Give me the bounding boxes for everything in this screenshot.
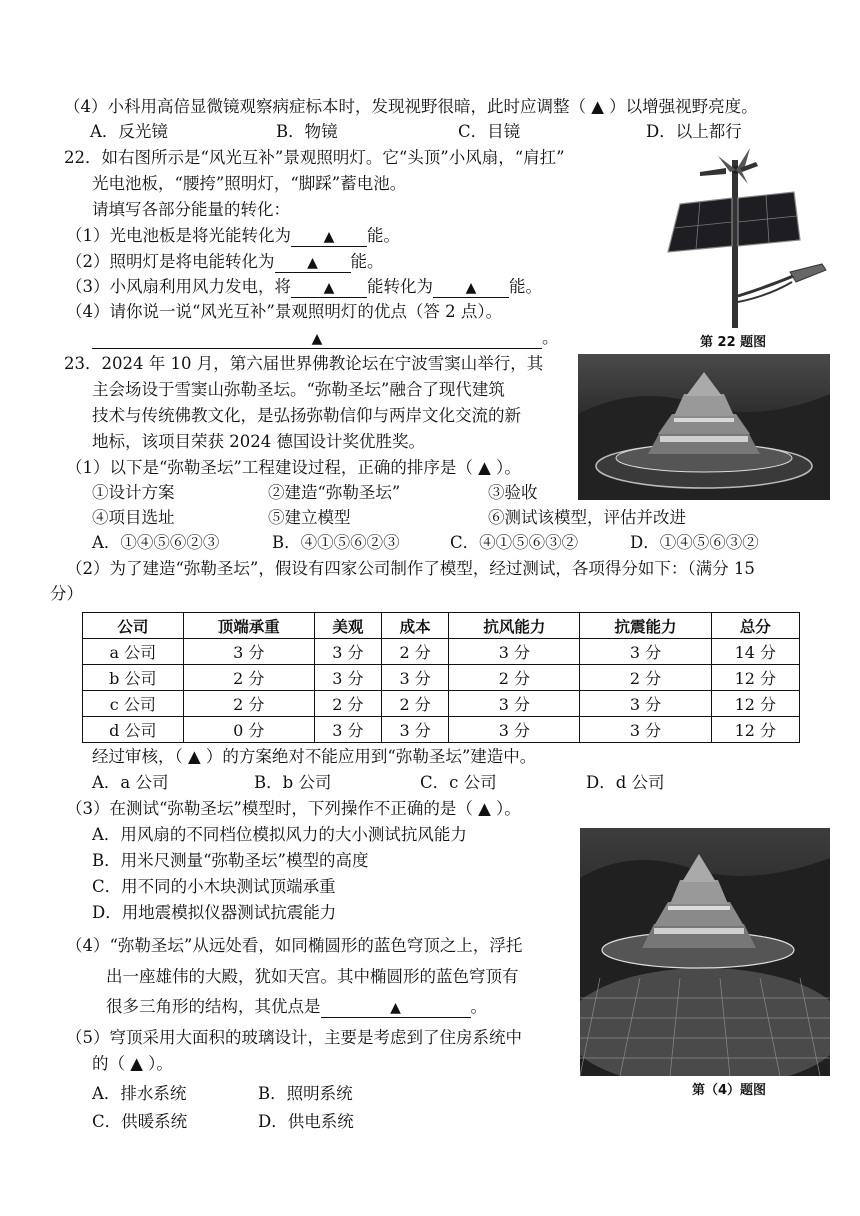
step-6: ⑥测试该模型，评估并改进: [488, 508, 686, 527]
table-cell: 3 分: [580, 717, 711, 743]
q23-sub5-line1: （5）穹顶采用大面积的玻璃设计，主要是考虑到了住房系统中: [66, 1028, 522, 1047]
q22-sub4: （4）请你说一说“风光互补”景观照明灯的优点（答 2 点）。: [66, 302, 503, 321]
q23-sub3-option-c: C．用不同的小木块测试顶端承重: [92, 877, 336, 896]
table-cell: 2 分: [580, 665, 711, 691]
q22-figure-caption: 第 22 题图: [700, 335, 767, 350]
answer-blank[interactable]: ▲: [433, 278, 509, 298]
q22-sub4-answer: ▲ 。: [92, 327, 559, 349]
table-header: 总分: [711, 613, 799, 639]
table-cell: 14 分: [711, 639, 799, 665]
step-5: ⑤建立模型: [268, 508, 351, 527]
q23-sub3-option-b: B．用米尺测量“弥勒圣坛”模型的高度: [92, 851, 369, 870]
table-cell: 2 分: [183, 691, 314, 717]
table-cell: d 公司: [83, 717, 184, 743]
q23-sub1-option-b: B．④①⑤⑥②③: [272, 533, 400, 552]
table-row: [83, 691, 800, 717]
table-cell: 2 分: [314, 691, 381, 717]
step-3: ③验收: [488, 483, 538, 502]
table-cell: 0 分: [183, 717, 314, 743]
step-2: ②建造“弥勒圣坛”: [268, 483, 401, 502]
table-header: 美观: [314, 613, 381, 639]
wind-solar-lamp-figure: [660, 146, 840, 328]
misheng-altar-photo: [578, 354, 830, 500]
q21-4-option-a: A．反光镜: [90, 122, 168, 141]
q23-sub1-option-c: C．④①⑤⑥③②: [450, 533, 579, 552]
table-cell: 3 分: [449, 717, 580, 743]
q23-sub2-option-d: D．d 公司: [586, 773, 665, 792]
q23-sub2-option-a: A．a 公司: [92, 773, 169, 792]
q23-sub3-stem: （3）在测试“弥勒圣坛”模型时，下列操作不正确的是（ ▲ ）。: [66, 799, 521, 818]
table-cell: a 公司: [83, 639, 184, 665]
table-cell: 2 分: [382, 691, 449, 717]
lamp-pole: [732, 160, 738, 328]
q23-figure4-caption: 第（4）题图: [692, 1083, 767, 1098]
table-cell: 12 分: [711, 717, 799, 743]
table-cell: 3 分: [314, 665, 381, 691]
table-header: 抗风能力: [449, 613, 580, 639]
table-row: [83, 639, 800, 665]
table-header-row: [83, 613, 800, 639]
table-cell: c 公司: [83, 691, 184, 717]
q23-sub5-option-d: D．供电系统: [258, 1112, 354, 1131]
q23-sub5-line2: 的（ ▲ ）。: [92, 1054, 173, 1073]
table-cell: 2 分: [449, 665, 580, 691]
step-1: ①设计方案: [92, 483, 175, 502]
dome-altar-photo: [580, 828, 830, 1076]
table-cell: 3 分: [382, 665, 449, 691]
wind-turbine: [700, 148, 758, 184]
q23-sub5-option-b: B．照明系统: [258, 1084, 353, 1103]
answer-blank-long[interactable]: ▲: [92, 329, 542, 349]
table-header: 成本: [382, 613, 449, 639]
q23-sub2-question: 经过审核，（ ▲ ）的方案绝对不能应用到“弥勒圣坛”建造中。: [92, 747, 537, 766]
table-cell: 3 分: [580, 691, 711, 717]
q23-sub2-option-b: B．b 公司: [254, 773, 332, 792]
q23-sub4-line3: 很多三角形的结构，其优点是 ▲ 。: [106, 997, 487, 1016]
q23-sub1-option-a: A．①④⑤⑥②③: [92, 533, 220, 552]
table-cell: 3 分: [580, 639, 711, 665]
answer-blank[interactable]: ▲: [291, 227, 367, 247]
q22-prompt: 请填写各部分能量的转化：: [92, 200, 290, 219]
q23-sub2-stem-line2: 分）: [50, 584, 83, 603]
score-table: [82, 612, 800, 743]
q22-sub3: （3）小风扇利用风力发电，将 ▲ 能转化为 ▲ 能。: [66, 277, 542, 296]
q22-stem-line2: 光电池板，“腰挎”照明灯，“脚踩”蓄电池。: [92, 174, 407, 193]
table-header: 顶端承重: [183, 613, 314, 639]
table-header: 公司: [83, 613, 184, 639]
q23-sub3-option-d: D．用地震模拟仪器测试抗震能力: [92, 903, 337, 922]
table-cell: 3 分: [449, 639, 580, 665]
answer-blank[interactable]: ▲: [275, 253, 351, 273]
table-cell: 3 分: [314, 717, 381, 743]
table-row: [83, 717, 800, 743]
q23-stem-line2: 主会场设于雪窦山弥勒圣坛。“弥勒圣坛”融合了现代建筑: [92, 380, 505, 399]
q23-stem-line1: 23．2024 年 10 月，第六届世界佛教论坛在宁波雪窦山举行，其: [64, 354, 544, 373]
q21-4-option-c: C．目镜: [458, 122, 521, 141]
lamp-head: [738, 264, 826, 302]
q23-sub2-option-c: C．c 公司: [420, 773, 497, 792]
step-4: ④项目选址: [92, 508, 175, 527]
q22-stem-line1: 22．如右图所示是“风光互补”景观照明灯。它“头顶”小风扇，“肩扛”: [64, 148, 565, 167]
q22-sub2: （2）照明灯是将电能转化为 ▲ 能。: [66, 252, 384, 271]
answer-blank[interactable]: ▲: [291, 278, 367, 298]
q23-sub5-option-c: C．供暖系统: [92, 1112, 188, 1131]
q23-sub1-option-d: D．①④⑤⑥③②: [630, 533, 759, 552]
table-cell: b 公司: [83, 665, 184, 691]
q21-4-option-d: D．以上都行: [646, 122, 742, 141]
q23-sub4-line1: （4）“弥勒圣坛”从远处看，如同椭圆形的蓝色穹顶之上，浮托: [66, 936, 523, 955]
q23-stem-line4: 地标，该项目荣获 2024 德国设计奖优胜奖。: [92, 432, 425, 451]
q23-sub2-stem-line1: （2）为了建造“弥勒圣坛”，假设有四家公司制作了模型，经过测试，各项得分如下：（满分 15: [66, 559, 755, 578]
q23-sub1-stem: （1）以下是“弥勒圣坛”工程建设过程，正确的排序是（ ▲ ）。: [66, 458, 521, 477]
q23-sub3-option-a: A．用风扇的不同档位模拟风力的大小测试抗风能力: [92, 825, 467, 844]
table-row: [83, 665, 800, 691]
table-header: 抗震能力: [580, 613, 711, 639]
table-cell: 3 分: [449, 691, 580, 717]
table-cell: 3 分: [183, 639, 314, 665]
table-cell: 3 分: [314, 639, 381, 665]
q21-4-option-b: B．物镜: [276, 122, 338, 141]
q21-4-stem: （4）小科用高倍显微镜观察病症标本时，发现视野很暗，此时应调整（ ▲ ）以增强视野亮度。: [64, 97, 758, 116]
answer-blank[interactable]: ▲: [321, 998, 471, 1018]
q23-sub5-option-a: A．排水系统: [92, 1084, 187, 1103]
table-cell: 3 分: [382, 717, 449, 743]
table-cell: 12 分: [711, 691, 799, 717]
table-cell: 2 分: [183, 665, 314, 691]
q23-stem-line3: 技术与传统佛教文化，是弘扬弥勒信仰与两岸文化交流的新: [92, 406, 521, 425]
table-cell: 2 分: [382, 639, 449, 665]
q22-sub1: （1）光电池板是将光能转化为 ▲ 能。: [66, 226, 400, 245]
q23-sub4-line2: 出一座雄伟的大殿，犹如天宫。其中椭圆形的蓝色穹顶有: [106, 967, 519, 986]
table-cell: 12 分: [711, 665, 799, 691]
